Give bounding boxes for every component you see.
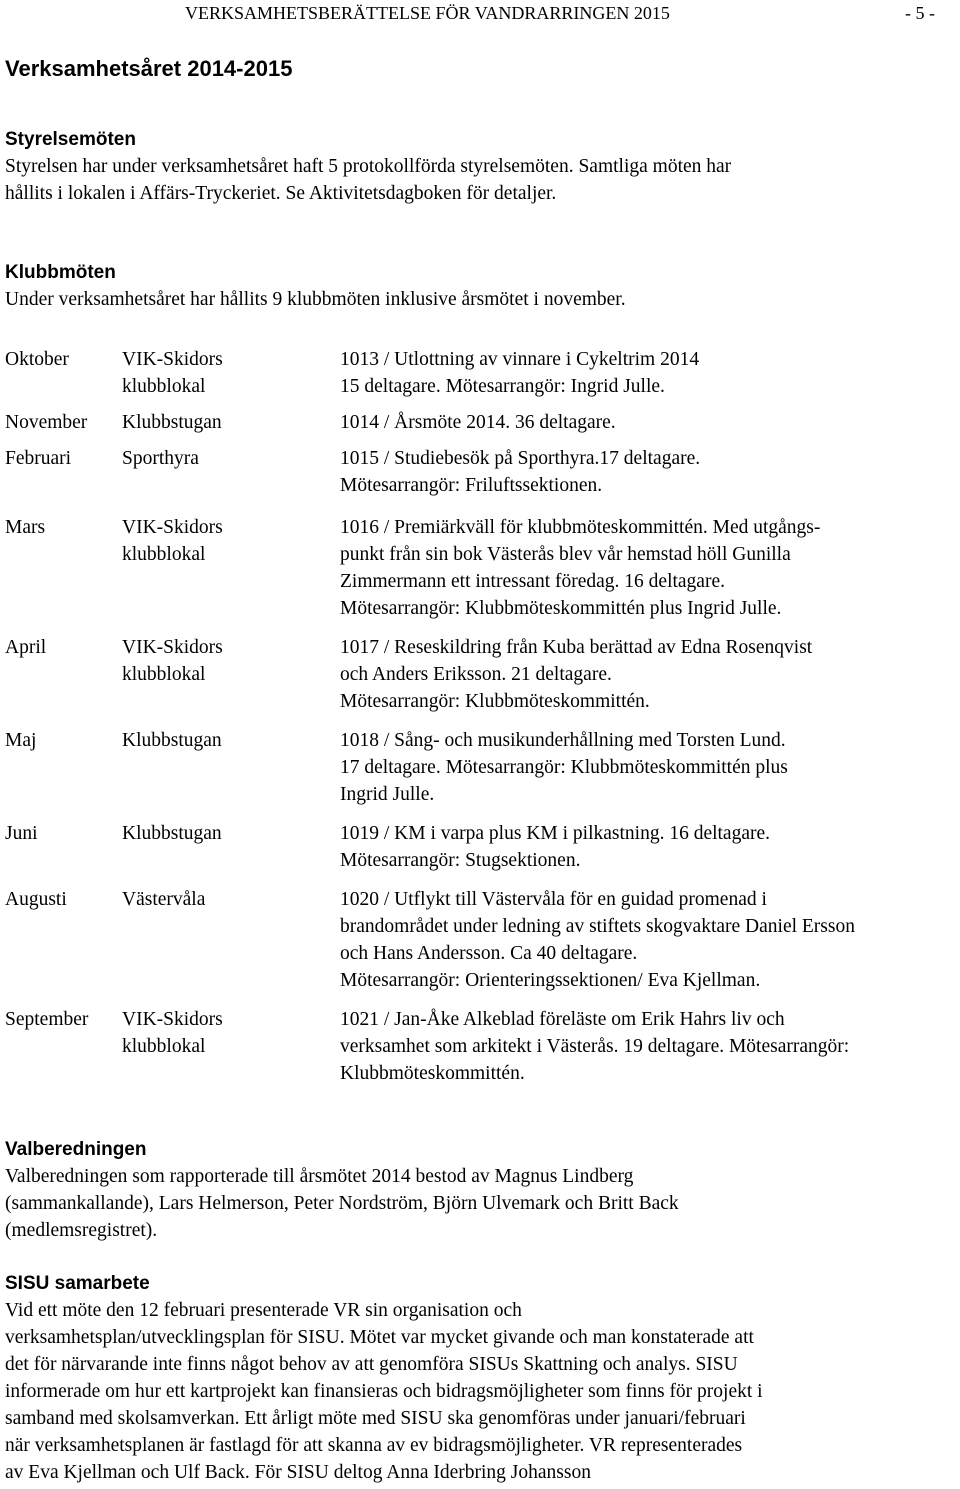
place-line: klubblokal: [122, 1036, 206, 1057]
place-line: klubblokal: [122, 376, 206, 397]
section-text-line: Under verksamhetsåret har hållits 9 klubbmöten inklusive årsmötet i november.: [5, 289, 626, 310]
description-line: brandområdet under ledning av stiftets skogvaktare Daniel Ersson: [340, 916, 855, 937]
description-line: Mötesarrangör: Orienteringssektionen/ Eva Kjellman.: [340, 970, 761, 991]
description-line: verksamhet som arkitekt i Västerås. 19 deltagare. Mötesarrangör:: [340, 1036, 850, 1057]
meeting-description: [340, 1006, 960, 1087]
place-line: Sporthyra: [122, 448, 199, 469]
document-title: Verksamhetsåret 2014-2015: [5, 56, 293, 81]
meeting-description: [340, 634, 960, 715]
section-text-line: (sammankallande), Lars Helmerson, Peter Nordström, Björn Ulvemark och Britt Back: [5, 1193, 679, 1214]
meeting-place: [122, 820, 340, 874]
description-line: Mötesarrangör: Friluftssektionen.: [340, 475, 603, 496]
meeting-row-maj: [5, 727, 960, 808]
meeting-month: Oktober: [5, 349, 69, 370]
meetings-table: [5, 346, 960, 1087]
meeting-description: [340, 514, 960, 622]
meeting-row-augusti: [5, 886, 960, 994]
description-line: 15 deltagare. Mötesarrangör: Ingrid Julle.: [340, 376, 665, 397]
meeting-row-april: [5, 634, 960, 715]
description-line: 1016 / Premiärkväll för klubbmöteskommittén. Med utgångs-: [340, 517, 821, 538]
section-sisu-samarbete: [5, 1270, 955, 1486]
section-text-line: Styrelsen har under verksamhetsåret haft 5 protokollförda styrelsemöten. Samtliga möten har: [5, 156, 732, 177]
description-line: 1021 / Jan-Åke Alkeblad föreläste om Erik Hahrs liv och: [340, 1009, 785, 1030]
meeting-row-mars: [5, 514, 960, 622]
meeting-row-oktober: [5, 346, 960, 400]
section-text-line: (medlemsregistret).: [5, 1220, 158, 1241]
meeting-month: April: [5, 637, 47, 658]
meeting-description: [340, 886, 960, 994]
meeting-row-februari: [5, 445, 960, 499]
meeting-place: [122, 346, 340, 400]
section-heading: Klubbmöten: [5, 262, 116, 283]
meeting-description: [340, 346, 960, 400]
place-line: Klubbstugan: [122, 730, 222, 751]
description-line: Mötesarrangör: Stugsektionen.: [340, 850, 581, 871]
section-text-line: hållits i lokalen i Affärs-Tryckeriet. Se Aktivitetsdagboken för detaljer.: [5, 183, 557, 204]
description-line: 1015 / Studiebesök på Sporthyra.17 deltagare.: [340, 448, 701, 469]
place-line: Klubbstugan: [122, 823, 222, 844]
description-line: punkt från sin bok Västerås blev vår hemstad höll Gunilla: [340, 544, 791, 565]
meeting-place: [122, 409, 340, 436]
description-line: 17 deltagare. Mötesarrangör: Klubbmöteskommittén plus: [340, 757, 788, 778]
section-text-line: Valberedningen som rapporterade till årsmötet 2014 bestod av Magnus Lindberg: [5, 1166, 634, 1187]
meeting-description: [340, 727, 960, 808]
place-line: VIK-Skidors: [122, 637, 223, 658]
page-number: - 5 -: [905, 3, 935, 23]
description-line: Mötesarrangör: Klubbmöteskommittén plus Ingrid Julle.: [340, 598, 782, 619]
running-title: VERKSAMHETSBERÄTTELSE FÖR VANDRARRINGEN 2015: [185, 3, 670, 23]
section-heading: Valberedningen: [5, 1139, 147, 1160]
place-line: klubblokal: [122, 544, 206, 565]
meeting-month: Maj: [5, 730, 37, 751]
description-line: och Anders Eriksson. 21 deltagare.: [340, 664, 612, 685]
meeting-place: [122, 445, 340, 499]
meeting-place: [122, 727, 340, 808]
section-text-line: informerade om hur ett kartprojekt kan finansieras och bidragsmöjligheter som finns för projekt i: [5, 1381, 763, 1402]
section-heading: SISU samarbete: [5, 1273, 150, 1294]
description-line: Klubbmöteskommittén.: [340, 1063, 525, 1084]
meeting-description: [340, 409, 960, 436]
meeting-row-november: [5, 409, 960, 436]
meeting-month: Juni: [5, 823, 38, 844]
section-text-line: det för närvarande inte finns något behov av att genomföra SISUs Skattning och analys. SISU: [5, 1354, 738, 1375]
place-line: klubblokal: [122, 664, 206, 685]
section-heading: Styrelsemöten: [5, 129, 136, 150]
section-valberedningen: [5, 1136, 955, 1244]
place-line: VIK-Skidors: [122, 1009, 223, 1030]
meeting-month: Augusti: [5, 889, 67, 910]
meeting-description: [340, 820, 960, 874]
description-line: 1018 / Sång- och musikunderhållning med Torsten Lund.: [340, 730, 786, 751]
meeting-month: Mars: [5, 517, 46, 538]
section-styrelsemoten: [5, 126, 955, 207]
description-line: 1020 / Utflykt till Västervåla för en guidad promenad i: [340, 889, 767, 910]
meeting-place: [122, 886, 340, 994]
meeting-row-juni: [5, 820, 960, 874]
description-line: 1014 / Årsmöte 2014. 36 deltagare.: [340, 412, 616, 433]
description-line: 1019 / KM i varpa plus KM i pilkastning. 16 deltagare.: [340, 823, 771, 844]
meeting-month: Februari: [5, 448, 72, 469]
section-text-line: av Eva Kjellman och Ulf Back. För SISU deltog Anna Iderbring Johansson: [5, 1462, 591, 1483]
meeting-place: [122, 1006, 340, 1087]
place-line: Klubbstugan: [122, 412, 222, 433]
description-line: och Hans Andersson. Ca 40 deltagare.: [340, 943, 638, 964]
meeting-place: [122, 514, 340, 622]
section-text-line: Vid ett möte den 12 februari presenterade VR sin organisation och: [5, 1300, 522, 1321]
section-klubbmoten: [5, 259, 955, 313]
place-line: VIK-Skidors: [122, 349, 223, 370]
description-line: Mötesarrangör: Klubbmöteskommittén.: [340, 691, 650, 712]
place-line: VIK-Skidors: [122, 517, 223, 538]
meeting-month: September: [5, 1009, 89, 1030]
description-line: Zimmermann ett intressant föredag. 16 deltagare.: [340, 571, 725, 592]
description-line: Ingrid Julle.: [340, 784, 435, 805]
meeting-place: [122, 634, 340, 715]
section-text-line: verksamhetsplan/utvecklingsplan för SISU. Mötet var mycket givande och man konstaterade att: [5, 1327, 754, 1348]
meeting-description: [340, 445, 960, 499]
meeting-month: November: [5, 412, 88, 433]
place-line: Västervåla: [122, 889, 206, 910]
meeting-row-september: [5, 1006, 960, 1087]
description-line: 1013 / Utlottning av vinnare i Cykeltrim 2014: [340, 349, 700, 370]
description-line: 1017 / Reseskildring från Kuba berättad av Edna Rosenqvist: [340, 637, 813, 658]
section-text-line: när verksamhetsplanen är fastlagd för att skanna av ev bidragsmöjligheter. VR representerades: [5, 1435, 743, 1456]
section-text-line: samband med skolsamverkan. Ett årligt möte med SISU ska genomföras under januari/februari: [5, 1408, 746, 1429]
running-header: [185, 0, 935, 26]
